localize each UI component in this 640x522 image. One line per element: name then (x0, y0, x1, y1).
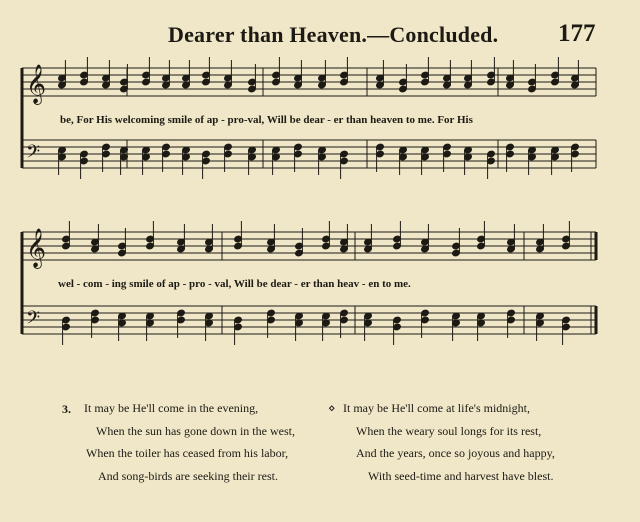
verse-number: 3. (62, 402, 71, 416)
verse-right-line-3: And the years, once so joyous and happy, (356, 446, 555, 460)
verse-left-line-3: When the toiler has ceased from his labor, (86, 446, 289, 460)
verse-divider-mark: ⋄ (328, 401, 336, 415)
verse-right-line-2: When the weary soul longs for its rest, (356, 424, 542, 438)
treble-clef: 𝄞 (26, 64, 47, 104)
treble-clef: 𝄞 (26, 228, 47, 268)
verse-left-line-2: When the sun has gone down in the west, (96, 424, 295, 438)
bass-clef: 𝄢 (26, 308, 41, 333)
page-title: Dearer than Heaven.—Concluded. (168, 22, 499, 47)
page-number: 177 (558, 20, 596, 47)
bass-clef: 𝄢 (26, 142, 41, 167)
verse-left-line-1: It may be He'll come in the evening, (84, 401, 259, 415)
verse-right-line-1: It may be He'll come at life's midnight, (343, 401, 530, 415)
verse-right-line-4: With seed-time and harvest have blest. (368, 469, 554, 483)
lyrics-line-1: be, For His welcoming smile of ap - pro-val, Will be dear - er than heaven to me. For His (60, 114, 473, 126)
lyrics-line-2: wel - com - ing smile of ap - pro - val, Will be dear - er than heav - en to me. (58, 278, 411, 290)
verse-left-line-4: And song-birds are seeking their rest. (98, 469, 278, 483)
